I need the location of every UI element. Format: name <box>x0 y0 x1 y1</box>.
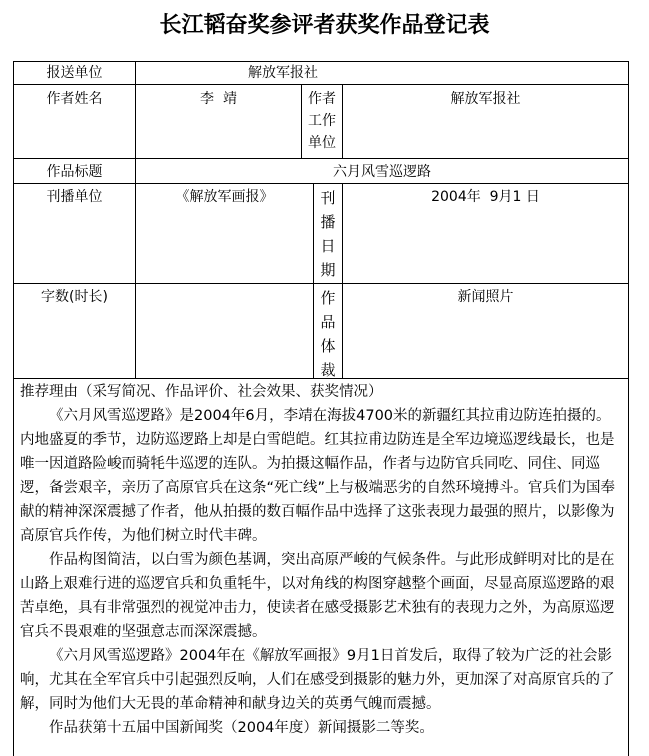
work-unit-label-line-2: 工作 <box>308 113 336 129</box>
column-divider <box>313 183 314 378</box>
publish-date-label <box>318 186 338 282</box>
row-divider <box>14 183 628 184</box>
row-divider <box>14 283 628 284</box>
genre-label-char: 体 <box>320 337 336 355</box>
publish-date-label-char: 刊 <box>320 189 336 207</box>
recommendation-paragraph: 《六月风雪巡逻路》是2004年6月，李靖在海拔4700米的新疆红其拉甫边防连拍摄的。内地盛夏的季节，边防巡逻路上却是白雪皑皑。红其拉甫边防连是全军边境巡逻线最长，也是唯一因道路险峻而骑牦牛巡逻的连队。为拍摄这幅作品，作者与边防官兵同吃、同住、同巡逻，备尝艰辛，亲历了高原官兵在这条“死亡线”上与极端恶劣的自然环境搏斗。官兵们为国奉献的精神深深震撼了作者，他从拍摄的数百幅作品中选择了这张表现力最强的照片，以影像为高原官兵作传，为他们树立时代丰碑。 <box>20 408 616 544</box>
form-title: 长江韬奋奖参评者获奖作品登记表 <box>159 13 490 38</box>
author-value: 李 靖 <box>200 91 237 107</box>
unit-value: 解放军报社 <box>248 65 318 81</box>
recommendation-section <box>20 380 620 740</box>
genre-label-char: 裁 <box>320 361 336 379</box>
work-unit-label-line-1: 作者 <box>308 91 336 107</box>
publish-date-label-char: 播 <box>320 213 336 231</box>
row-divider <box>14 84 628 85</box>
publish-date-value: 2004年 9月1 日 <box>431 189 540 205</box>
registration-form <box>13 61 629 756</box>
publisher-value: 《解放军画报》 <box>175 189 274 205</box>
genre-label <box>318 286 338 382</box>
author-label: 作者姓名 <box>46 91 103 107</box>
unit-label: 报送单位 <box>46 65 103 81</box>
publish-date-label-char: 期 <box>320 261 336 279</box>
row-divider <box>14 158 628 159</box>
genre-label-char: 品 <box>320 313 336 331</box>
publish-date-label-char: 日 <box>320 237 336 255</box>
recommendation-paragraph: 作品获第十五届中国新闻奖（2004年度）新闻摄影二等奖。 <box>49 720 434 736</box>
work-title-value: 六月风雪巡逻路 <box>333 164 431 180</box>
work-unit-value: 解放军报社 <box>450 91 521 107</box>
recommendation-paragraph: 《六月风雪巡逻路》2004年在《解放军画报》9月1日首发后，取得了较为广泛的社会影响，尤其在全军官兵中引起强烈反响，人们在感受到摄影的魅力外，更加深了对高原官兵的了解，同时为他们大无畏的革命精神和献身边关的英勇气魄而震撼。 <box>20 648 615 712</box>
column-divider <box>342 183 343 378</box>
genre-label-char: 作 <box>320 289 336 307</box>
publisher-label: 刊播单位 <box>46 189 103 205</box>
recommendation-paragraph: 作品构图简洁，以白雪为颜色基调，突出高原严峻的气候条件。与此形成鲜明对比的是在山路上艰难行进的巡逻官兵和负重牦牛，以对角线的构图穿越整个画面，尽显高原巡逻路的艰苦卓绝，具有非常强烈的视觉冲击力，使读者在感受摄影艺术独有的表现力之外，为高原巡逻官兵不畏艰难的坚强意志而深深震撼。 <box>20 552 615 640</box>
work-unit-label-line-3: 单位 <box>308 135 336 151</box>
genre-value: 新闻照片 <box>457 289 514 305</box>
recommendation-heading: 推荐理由（采写简况、作品评价、社会效果、获奖情况） <box>20 384 383 400</box>
work-title-label: 作品标题 <box>46 164 103 180</box>
length-label: 字数(时长) <box>41 289 108 305</box>
